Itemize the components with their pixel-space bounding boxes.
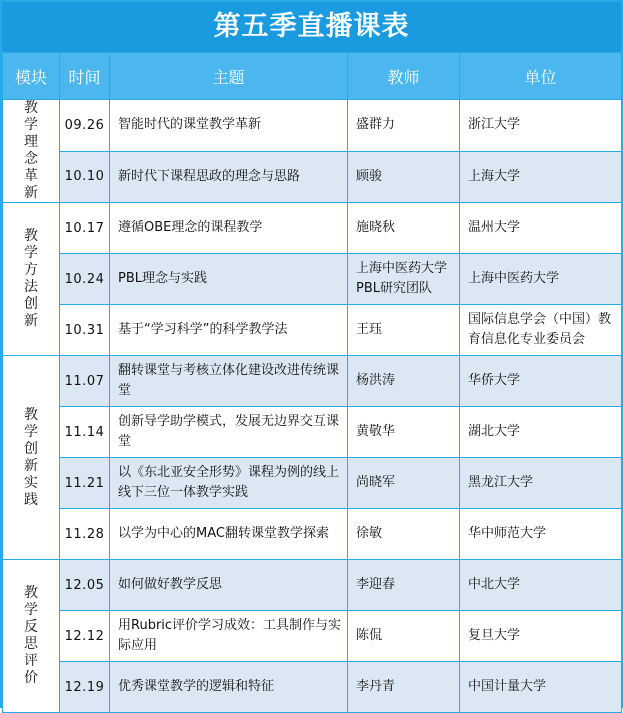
unit-cell: 温州大学 xyxy=(460,203,622,254)
unit-cell: 上海大学 xyxy=(460,151,622,203)
module-label: 教学反思评价 xyxy=(24,585,38,686)
table-row xyxy=(3,254,622,305)
table-row xyxy=(3,509,622,560)
time-cell: 12.05 xyxy=(60,560,110,611)
teacher-cell: 黄敬华 xyxy=(348,407,460,458)
unit-cell: 上海中医药大学 xyxy=(460,254,622,305)
module-label: 教学创新实践 xyxy=(24,406,38,508)
header-time: 时间 xyxy=(60,53,110,100)
unit-cell: 中国计量大学 xyxy=(460,662,622,713)
teacher-cell: 施晓秋 xyxy=(348,203,460,254)
teacher-cell: 李丹青 xyxy=(348,662,460,713)
topic-cell: PBL理念与实践 xyxy=(110,254,348,305)
topic-cell: 如何做好教学反思 xyxy=(110,560,348,611)
teacher-cell: 杨洪涛 xyxy=(348,356,460,407)
table-row xyxy=(3,203,622,254)
schedule-body xyxy=(3,100,622,713)
module-cell xyxy=(3,560,60,713)
module-cell xyxy=(3,100,60,203)
table-row xyxy=(3,100,622,152)
header-row xyxy=(3,53,622,100)
header-teacher: 教师 xyxy=(348,53,460,100)
time-cell: 11.07 xyxy=(60,356,110,407)
time-cell: 10.10 xyxy=(60,151,110,203)
table-row xyxy=(3,458,622,509)
topic-cell: 遵循OBE理念的课程教学 xyxy=(110,203,348,254)
module-cell xyxy=(3,203,60,356)
teacher-cell: 李迎春 xyxy=(348,560,460,611)
topic-cell: 创新导学助学模式，发展无边界交互课堂 xyxy=(110,407,348,458)
module-cell xyxy=(3,356,60,560)
teacher-cell: 上海中医药大学PBL研究团队 xyxy=(348,254,460,305)
time-cell: 12.12 xyxy=(60,611,110,662)
header-unit: 单位 xyxy=(460,53,622,100)
table-row xyxy=(3,151,622,203)
topic-cell: 用Rubric评价学习成效：工具制作与实际应用 xyxy=(110,611,348,662)
unit-cell: 黑龙江大学 xyxy=(460,458,622,509)
time-cell: 11.28 xyxy=(60,509,110,560)
time-cell: 10.31 xyxy=(60,305,110,356)
unit-cell: 国际信息学会（中国）教育信息化专业委员会 xyxy=(460,305,622,356)
unit-cell: 浙江大学 xyxy=(460,100,622,152)
time-cell: 10.24 xyxy=(60,254,110,305)
unit-cell: 华中师范大学 xyxy=(460,509,622,560)
header-module: 模块 xyxy=(3,53,60,100)
module-label: 教学理念革新 xyxy=(24,100,38,201)
teacher-cell: 陈侃 xyxy=(348,611,460,662)
topic-cell: 智能时代的课堂教学革新 xyxy=(110,100,348,152)
header-topic: 主题 xyxy=(110,53,348,100)
topic-cell: 优秀课堂教学的逻辑和特征 xyxy=(110,662,348,713)
time-cell: 12.19 xyxy=(60,662,110,713)
unit-cell: 中北大学 xyxy=(460,560,622,611)
schedule-table xyxy=(2,52,622,713)
table-row xyxy=(3,305,622,356)
topic-cell: 新时代下课程思政的理念与思路 xyxy=(110,151,348,203)
topic-cell: 以学为中心的MAC翻转课堂教学探索 xyxy=(110,509,348,560)
topic-cell: 翻转课堂与考核立体化建设改进传统课堂 xyxy=(110,356,348,407)
page-title: 第五季直播课表 xyxy=(2,2,621,52)
table-row xyxy=(3,407,622,458)
unit-cell: 复旦大学 xyxy=(460,611,622,662)
unit-cell: 湖北大学 xyxy=(460,407,622,458)
table-row xyxy=(3,356,622,407)
unit-cell: 华侨大学 xyxy=(460,356,622,407)
topic-cell: 基于“学习科学”的科学教学法 xyxy=(110,305,348,356)
teacher-cell: 盛群力 xyxy=(348,100,460,152)
table-row xyxy=(3,662,622,713)
time-cell: 11.21 xyxy=(60,458,110,509)
topic-cell: 以《东北亚安全形势》课程为例的线上线下三位一体教学实践 xyxy=(110,458,348,509)
teacher-cell: 徐敏 xyxy=(348,509,460,560)
time-cell: 11.14 xyxy=(60,407,110,458)
teacher-cell: 尚晓军 xyxy=(348,458,460,509)
table-row xyxy=(3,560,622,611)
time-cell: 09.26 xyxy=(60,100,110,152)
module-label: 教学方法创新 xyxy=(24,228,38,329)
teacher-cell: 王珏 xyxy=(348,305,460,356)
teacher-cell: 顾骏 xyxy=(348,151,460,203)
table-row xyxy=(3,611,622,662)
time-cell: 10.17 xyxy=(60,203,110,254)
